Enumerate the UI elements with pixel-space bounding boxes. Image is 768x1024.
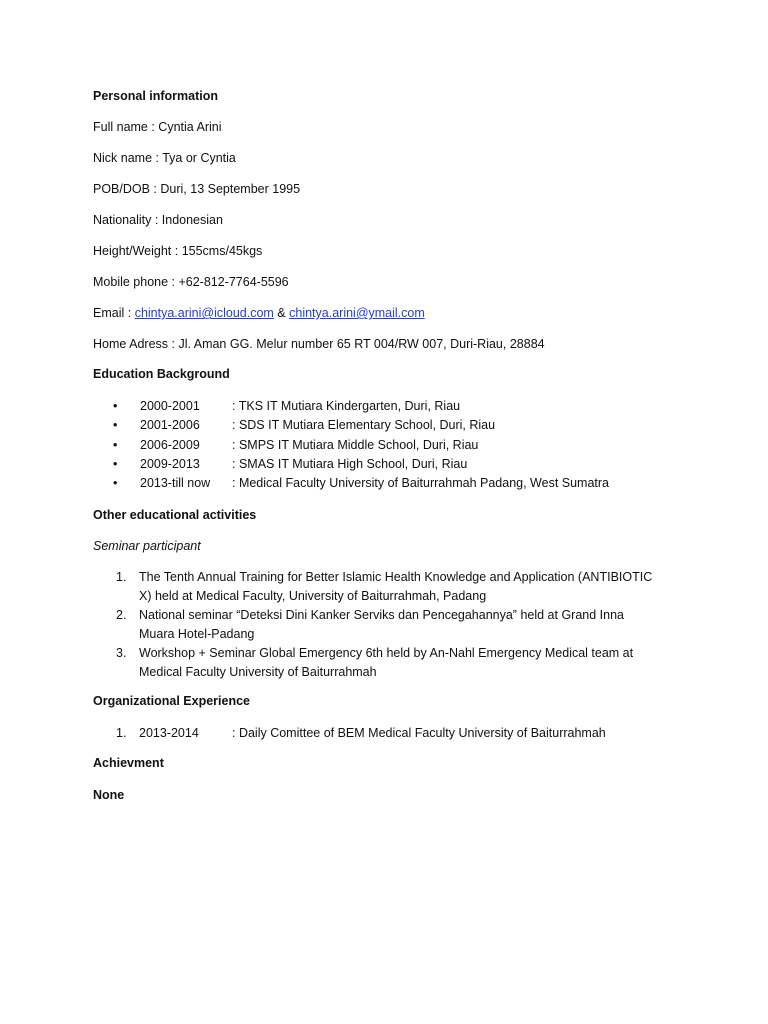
education-years: 2006-2009 bbox=[140, 438, 200, 452]
education-desc: : SMPS IT Mutiara Middle School, Duri, Riau bbox=[232, 438, 479, 452]
seminar-subheading: Seminar participant bbox=[93, 539, 201, 553]
email-separator: & bbox=[273, 306, 290, 320]
personal-info-heading: Personal information bbox=[93, 89, 219, 103]
home-address: Home Adress : Jl. Aman GG. Melur number 65 RT 004/RW 007, Duri-Riau, 28884 bbox=[93, 337, 545, 351]
education-heading: Education Background bbox=[93, 367, 230, 381]
bullet-icon: • bbox=[113, 438, 118, 452]
seminar-line-1: The Tenth Annual Training for Better Islamic Health Knowledge and Application (ANTIBIOTIC bbox=[139, 570, 653, 584]
bullet-icon: • bbox=[113, 399, 118, 413]
bullet-icon: • bbox=[113, 476, 118, 490]
seminar-line-2: X) held at Medical Faculty, University of Baiturrahmah, Padang bbox=[139, 588, 487, 603]
achievement-heading: Achievment bbox=[93, 756, 164, 770]
education-years: 2013-till now bbox=[140, 476, 211, 490]
nationality: Nationality : Indonesian bbox=[93, 213, 223, 227]
height-weight: Height/Weight : 155cms/45kgs bbox=[93, 244, 263, 258]
seminar-line-1: Workshop + Seminar Global Emergency 6th held by An-Nahl Emergency Medical team at bbox=[139, 646, 634, 660]
item-number: 2. bbox=[116, 608, 127, 622]
achievement-value: None bbox=[93, 788, 125, 802]
other-activities-heading: Other educational activities bbox=[93, 508, 257, 522]
item-number: 3. bbox=[116, 646, 127, 660]
seminar-line-1: National seminar “Deteksi Dini Kanker Serviks dan Pencegahannya” held at Grand Inna bbox=[139, 608, 624, 622]
education-desc: : SDS IT Mutiara Elementary School, Duri, Riau bbox=[232, 418, 496, 432]
organizational-desc: : Daily Comittee of BEM Medical Faculty University of Baiturrahmah bbox=[232, 726, 606, 740]
mobile-phone: Mobile phone : +62-812-7764-5596 bbox=[93, 275, 289, 289]
education-desc: : SMAS IT Mutiara High School, Duri, Riau bbox=[232, 457, 468, 471]
education-desc: : Medical Faculty University of Baiturrahmah Padang, West Sumatra bbox=[232, 476, 610, 490]
email-label: Email : bbox=[93, 306, 135, 320]
seminar-line-2: Muara Hotel-Padang bbox=[139, 626, 255, 641]
education-years: 2000-2001 bbox=[140, 399, 200, 413]
item-number: 1. bbox=[116, 570, 127, 584]
organizational-years: 2013-2014 bbox=[139, 726, 199, 740]
item-number: 1. bbox=[116, 726, 127, 740]
seminar-line-2: Medical Faculty University of Baiturrahmah bbox=[139, 664, 377, 679]
pob-dob: POB/DOB : Duri, 13 September 1995 bbox=[93, 182, 301, 196]
education-years: 2001-2006 bbox=[140, 418, 200, 432]
organizational-heading: Organizational Experience bbox=[93, 694, 250, 708]
nick-name: Nick name : Tya or Cyntia bbox=[93, 151, 236, 165]
email-line bbox=[93, 305, 425, 321]
full-name: Full name : Cyntia Arini bbox=[93, 120, 222, 134]
bullet-icon: • bbox=[113, 457, 118, 471]
education-years: 2009-2013 bbox=[140, 457, 200, 471]
bullet-icon: • bbox=[113, 418, 118, 432]
email-link-icloud[interactable]: chintya.arini@icloud.com bbox=[134, 306, 274, 320]
email-link-ymail[interactable]: chintya.arini@ymail.com bbox=[289, 306, 425, 320]
education-desc: : TKS IT Mutiara Kindergarten, Duri, Riau bbox=[232, 399, 461, 413]
